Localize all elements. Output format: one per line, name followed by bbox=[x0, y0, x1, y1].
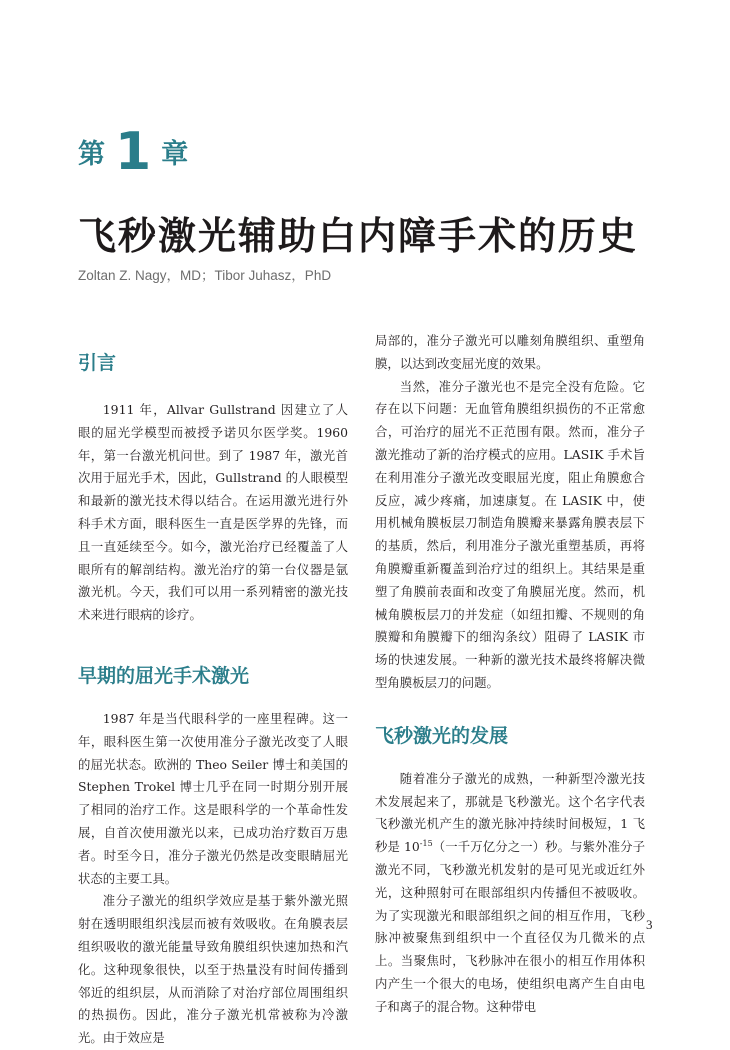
section-heading-intro: 引言 bbox=[78, 352, 117, 374]
early-paragraph-2-continued: 局部的，准分子激光可以雕刻角膜组织、重塑角膜，以达到改变屈光度的效果。 bbox=[375, 333, 645, 371]
right-column bbox=[375, 330, 645, 1019]
exponent: -15 bbox=[419, 839, 433, 849]
left-column bbox=[78, 330, 348, 1050]
chapter-label bbox=[78, 122, 189, 182]
section-heading-femtosecond: 飞秒激光的发展 bbox=[375, 724, 509, 747]
early-paragraph-2: 准分子激光的组织学效应是基于紫外激光照射在透明眼组织浅层而被有效吸收。在角膜表层组织吸收的激光能量导致角膜组织快速加热和汽化。这种现象很快，以至于热量没有时间传播到邻近的组织层，从而消除了对治疗部位周围组织的热损伤。因此，准分子激光机常被称为冷激光。由于效应是 bbox=[78, 893, 348, 1046]
section-heading-early-lasers: 早期的屈光手术激光 bbox=[78, 664, 250, 687]
authors: Zoltan Z. Nagy，MD；Tibor Juhasz，PhD bbox=[78, 268, 332, 283]
femtosecond-paragraph bbox=[375, 768, 645, 1019]
early-paragraph-1: 1987 年是当代眼科学的一座里程碑。这一年，眼科医生第一次使用准分子激光改变了人眼的屈光状态。欧洲的 Theo Seiler 博士和美国的 Stephen Trokel 博士几乎在同一时期分别开展了相同的治疗工作。这是眼科学的一个革命性发展，自首次使用激光以来，已成功治疗数百万患者。时至今日，准分子激光仍然是改变眼睛屈光状态的主要工具。 bbox=[78, 710, 348, 886]
femtosecond-text-b: （一千万亿分之一）秒。与紫外准分子激光不同，飞秒激光机发射的是可见光或近红外光，这种照射可在眼部组织内传播但不被吸收。为了实现激光和眼部组织之间的相互作用，飞秒脉冲被聚焦到组织中一个直径仅为几微米的点上。当聚焦时，飞秒脉冲在很小的相互作用体积内产生一个很大的电场，使组织电离产生自由电子和离子的混合物。这种带电 bbox=[375, 839, 646, 1014]
chapter-suffix: 章 bbox=[161, 139, 189, 170]
chapter-prefix: 第 bbox=[78, 139, 105, 170]
early-paragraph-3: 当然，准分子激光也不是完全没有危险。它存在以下问题：无血管角膜组织损伤的不正常愈合，可治疗的屈光不正范围有限。然而，准分子激光推动了新的治疗模式的应用。LASIK 手术旨在利用准分子激光改变眼屈光度，阻止角膜愈合反应，减少疼痛，加速康复。在 LASIK 中，使用机械角膜板层刀制造角膜瓣来暴露角膜表层下的基质，然后，利用准分子激光重塑基质，再将角膜瓣重新覆盖到治疗过的组织上。其结果是重塑了角膜前表面和改变了角膜屈光度。然而，机械角膜板层刀的并发症（如纽扣瓣、不规则的角膜瓣和角膜瓣下的细沟条纹）阻碍了 LASIK 市场的快速发展。一种新的激光技术最终将解决微型角膜板层刀的问题。 bbox=[375, 378, 645, 690]
page-title: 飞秒激光辅助白内障手术的历史 bbox=[78, 214, 639, 258]
page-number: 3 bbox=[646, 917, 653, 932]
chapter-number: 1 bbox=[115, 122, 152, 182]
femtosecond-text-a: 随着准分子激光的成熟，一种新型冷激光技术发展起来了，那就是飞秒激光。这个名字代表飞秒激光机产生的激光脉冲持续时间极短，1 飞秒是 10 bbox=[375, 770, 645, 855]
intro-paragraph: 1911 年，Allvar Gullstrand 因建立了人眼的屈光学模型而被授予诺贝尔医学奖。1960 年，第一台激光机问世。到了 1987 年，激光首次用于屈光手术，因此，Gullstrand 的人眼模型和最新的激光技术得以结合。在运用激光进行外科手术方面，眼科医生一直是医学界的先锋，而且一直延续至今。如今，激光治疗已经覆盖了人眼所有的解剖结构。激光治疗的第一台仪器是氩激光机。今天，我们可以用一系列精密的激光技术来进行眼病的诊疗。 bbox=[78, 402, 348, 623]
